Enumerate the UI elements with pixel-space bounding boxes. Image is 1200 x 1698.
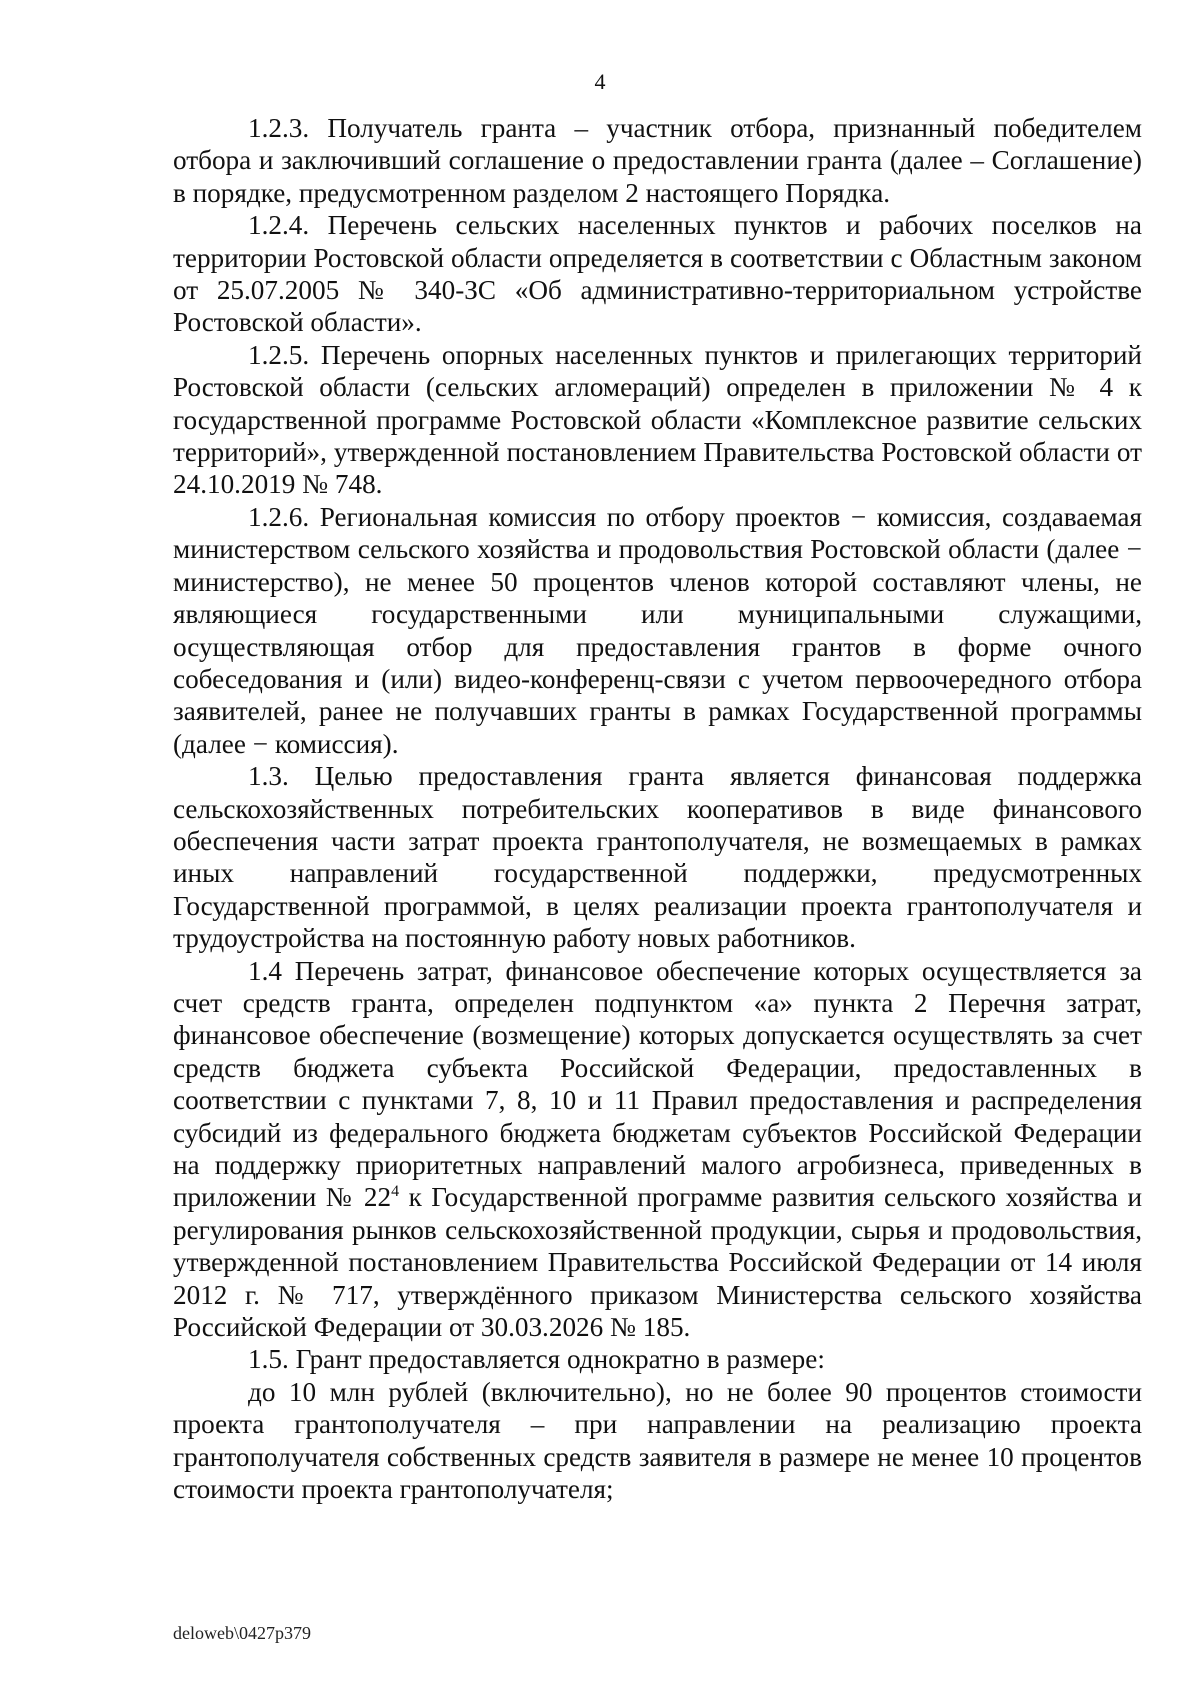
superscript-index: 4: [391, 1183, 400, 1201]
paragraph-1-4-text-start: 1.4 Перечень затрат, финансовое обеспечение которых осуществляется за счет средств гранта, определен подпунктом «а» пункта 2 Перечня затрат, финансовое обеспечение (возмещение) которых допускается осуществлять за счет средств бюджета субъекта Российской Федерации, предоставленных в соответствии с пунктами 7, 8, 10 и 11 Правил предоставления и распределения субсидий из федерального бюджета бюджетам субъектов Российской Федерации на поддержку приоритетных направлений малого агробизнеса, приведенных в приложении № 22: [173, 955, 1142, 1213]
paragraph-1-2-4: 1.2.4. Перечень сельских населенных пунктов и рабочих поселков на территории Ростовской области определяется в соответствии с Областным законом от 25.07.2005 № 340-ЗС «Об административно-территориальном устройстве Ростовской области».: [173, 210, 1142, 338]
paragraph-1-4-text-end: к Государственной программе развития сельского хозяйства и регулирования рынков сельскохозяйственной продукции, сырья и продовольствия, утвержденной постановлением Правительства Российской Федерации от 14 июля 2012 г. № 717, утверждённого приказом Министерства сельского хозяйства Российской Федерации от 30.03.2026 № 185.: [173, 1182, 1142, 1343]
document-body: [173, 112, 1142, 1505]
paragraph-grant-amount: до 10 млн рублей (включительно), но не более 90 процентов стоимости проекта грантополучателя – при направлении на реализацию проекта грантополучателя собственных средств заявителя в размере не менее 10 процентов стоимости проекта грантополучателя;: [173, 1376, 1142, 1505]
paragraph-1-2-5: 1.2.5. Перечень опорных населенных пунктов и прилегающих территорий Ростовской области (сельских агломераций) определен в приложении № 4 к государственной программе Ростовской области «Комплексное развитие сельских территорий», утвержденной постановлением Правительства Ростовской области от 24.10.2019 № 748.: [173, 339, 1142, 500]
page-number: 4: [594, 69, 606, 94]
paragraph-1-5: 1.5. Грант предоставляется однократно в размере:: [248, 1344, 825, 1375]
paragraph-1-2-3: 1.2.3. Получатель гранта – участник отбора, признанный победителем отбора и заключивший соглашение о предоставлении гранта (далее – Соглашение) в порядке, предусмотренном разделом 2 настоящего Порядка.: [173, 113, 1142, 208]
paragraph-1-3: 1.3. Целью предоставления гранта является финансовая поддержка сельскохозяйственных потребительских кооперативов в виде финансового обеспечения части затрат проекта грантополучателя, не возмещаемых в рамках иных направлений государственной поддержки, предусмотренных Государственной программой, в целях реализации проекта грантополучателя и трудоустройства на постоянную работу новых работников.: [173, 761, 1142, 954]
footer-document-reference: deloweb\0427p379: [173, 1623, 311, 1643]
paragraph-1-2-6: 1.2.6. Региональная комиссия по отбору проектов − комиссия, создаваемая министерством сельского хозяйства и продовольствия Ростовской области (далее − министерство), не менее 50 процентов членов которой составляют члены, не являющиеся государственными или муниципальными служащими, осуществляющая отбор для предоставления грантов в форме очного собеседования и (или) видео-конференц-связи с учетом первоочередного отбора заявителей, ранее не получавших гранты в рамках Государственной программы (далее − комиссия).: [173, 501, 1142, 759]
paragraph-1-4: [173, 955, 1142, 1344]
